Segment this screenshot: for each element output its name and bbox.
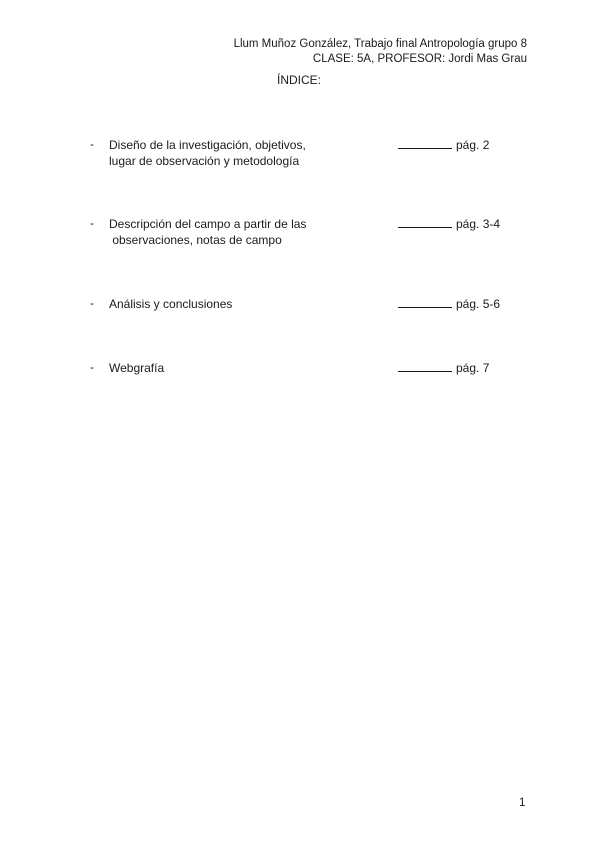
header-author-line: Llum Muñoz González, Trabajo final Antropología grupo 8 xyxy=(233,38,527,50)
toc-entry-line: lugar de observación y metodología xyxy=(109,154,300,168)
toc-page-number: pág. 7 xyxy=(456,361,490,375)
toc-entry-line: Diseño de la investigación, objetivos, xyxy=(109,138,306,152)
toc-bullet: - xyxy=(90,296,94,310)
toc-entry-text xyxy=(109,137,349,169)
toc-bullet: - xyxy=(90,137,94,151)
toc-page-ref xyxy=(398,216,500,231)
toc-entry-line: Descripción del campo a partir de las xyxy=(109,217,307,231)
toc-page-number: pág. 2 xyxy=(456,138,490,152)
index-title: ÍNDICE: xyxy=(277,73,322,87)
leader-line xyxy=(398,360,452,372)
toc-bullet: - xyxy=(90,360,94,374)
toc-page-ref xyxy=(398,296,500,311)
toc-entry-text xyxy=(109,296,349,312)
toc-bullet: - xyxy=(90,216,94,230)
leader-line xyxy=(398,137,452,149)
header-class-line: CLASE: 5A, PROFESOR: Jordi Mas Grau xyxy=(312,53,527,65)
toc-page-number: pág. 3-4 xyxy=(456,217,501,231)
leader-line xyxy=(398,216,452,228)
toc-entry-line: Análisis y conclusiones xyxy=(109,297,233,311)
leader-line xyxy=(398,296,452,308)
toc-page-number: pág. 5-6 xyxy=(456,297,501,311)
toc-page-ref xyxy=(398,137,489,152)
document-header xyxy=(234,37,527,67)
toc-entry-line: observaciones, notas de campo xyxy=(109,233,282,247)
toc-entry-text xyxy=(109,360,349,376)
toc-entry-text xyxy=(109,216,349,248)
toc-page-ref xyxy=(398,360,489,375)
page-number: 1 xyxy=(519,797,526,809)
toc-entry-line: Webgrafía xyxy=(109,361,165,375)
